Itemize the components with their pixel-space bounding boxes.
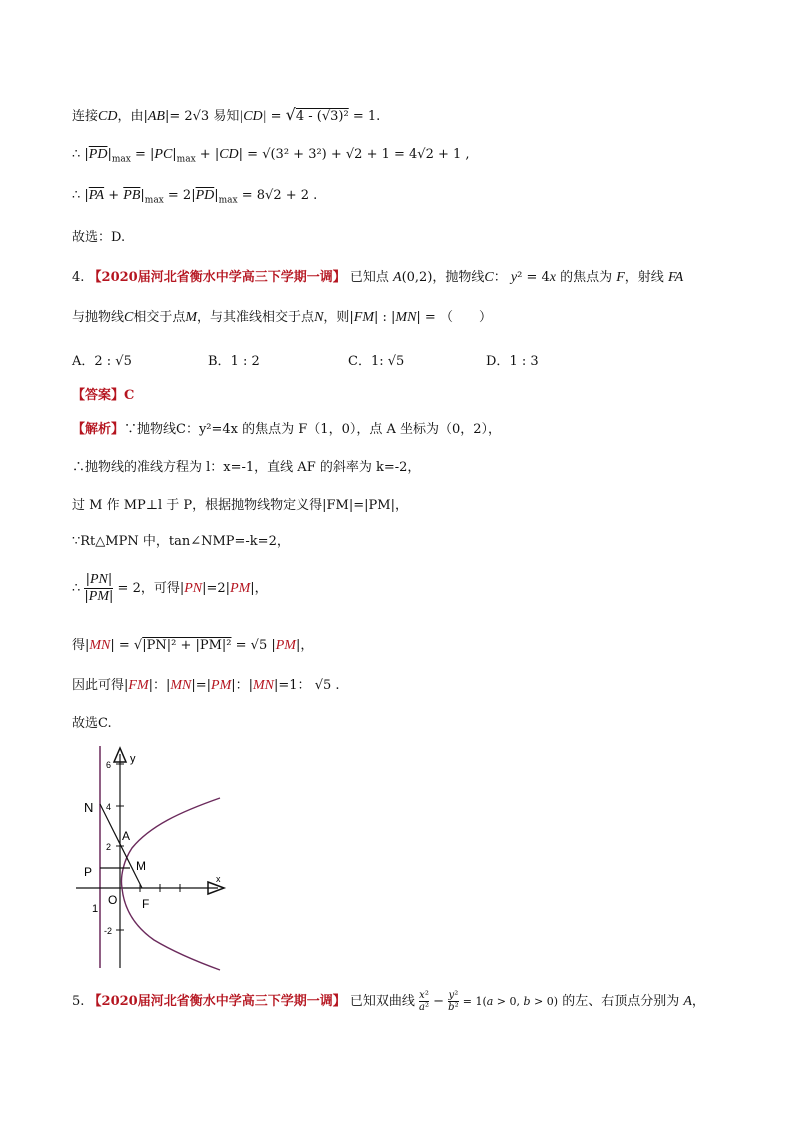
x-tick-label-neg1: 1	[92, 903, 99, 915]
analysis-line-5: 得|MN| = √|PN|² + |PM|² = √5 |PM|，	[72, 638, 314, 653]
y-tick-label-neg2: -2	[104, 926, 113, 936]
analysis-line-2: 过 M 作 MP⊥l 于 P，根据抛物线物定义得|FM|=|PM|，	[72, 498, 408, 513]
analysis-line-0: 【解析】∵抛物线C：y²=4x 的焦点为 F（1，0），点 A 坐标为（0，2），	[72, 422, 502, 437]
analysis-line-1: ∴抛物线的准线方程为 l：x=-1，直线 AF 的斜率为 k=-2，	[72, 460, 421, 475]
point-label-m: M	[136, 859, 146, 873]
analysis-line-3: ∵Rt△MPN 中，tan∠NMP=-k=2，	[72, 534, 290, 549]
problem-4-source: 【2020届河北省衡水中学高三下学期一调】	[88, 270, 346, 285]
option-a: A．2 : √5	[72, 354, 132, 369]
y-tick-label-4: 4	[106, 802, 112, 812]
y-tick-label-2: 2	[106, 842, 112, 852]
option-b: B．1 : 2	[208, 354, 260, 369]
prev-solution-line-1: 连接CD，由|AB|= 2√3 易知|CD| = √4 - (√3)² = 1.	[72, 105, 381, 124]
analysis-line-4: ∴ $\frac{|PN|}{|PM|}$ = 2，可得|PN|=2|PM|，	[72, 572, 268, 604]
option-c: C．1: √5	[348, 354, 405, 369]
prev-solution-line-3: ∴ $|\overline{PA} + \overline{PB}|_{max} = 2|\overline{PD}|_{max} = 8√2 + 2$ .	[72, 188, 318, 206]
option-d: D．1 : 3	[486, 354, 539, 369]
parabola-graph	[70, 740, 230, 972]
problem-4-stem-line-2: 与抛物线C相交于点M，与其准线相交于点N，则|FM| : |MN| = （ ）	[72, 310, 492, 325]
parabola-curve	[121, 798, 220, 970]
analysis-choice: 故选C.	[72, 716, 112, 731]
point-label-o: O	[108, 893, 118, 907]
point-label-a: A	[122, 829, 131, 843]
x-axis-label: x	[216, 874, 221, 884]
problem-4-number: 4.	[72, 270, 85, 285]
problem-5-number: 5.	[72, 994, 85, 1009]
point-label-f: F	[142, 897, 150, 911]
problem-4-stem-line-1: 4. 【2020届河北省衡水中学高三下学期一调】 已知点 A(0,2)，抛物线C： y² = 4x 的焦点为 F，射线 FA	[72, 270, 684, 285]
prev-solution-line-2: ∴ $|\overline{PD}|_{max} = |PC|_{max} + |CD| = √(3^2 + 3^2) + √2 + 1 = 4√2 + 1$ ,	[72, 147, 470, 165]
point-label-n: N	[84, 800, 94, 815]
prev-solution-choice: 故选：D.	[72, 230, 126, 245]
analysis-line-6: 因此可得|FM|：|MN|=|PM|：|MN|=1： √5 .	[72, 678, 340, 693]
problem-5-stem: 5. 【2020届河北省衡水中学高三下学期一调】 已知双曲线 $\frac{\text{x²}}{\text{a²}}$ − $\frac{\text{y²}}{\text{b²}}$ = 1(a > 0, b > 0) 的左、右顶点分别为 A，	[72, 990, 705, 1013]
y-tick-label-6: 6	[106, 760, 112, 770]
answer: 【答案】C	[72, 388, 135, 403]
point-label-p: P	[84, 865, 93, 879]
problem-5-source: 【2020届河北省衡水中学高三下学期一调】	[88, 994, 346, 1009]
y-axis-label: y	[130, 753, 136, 765]
